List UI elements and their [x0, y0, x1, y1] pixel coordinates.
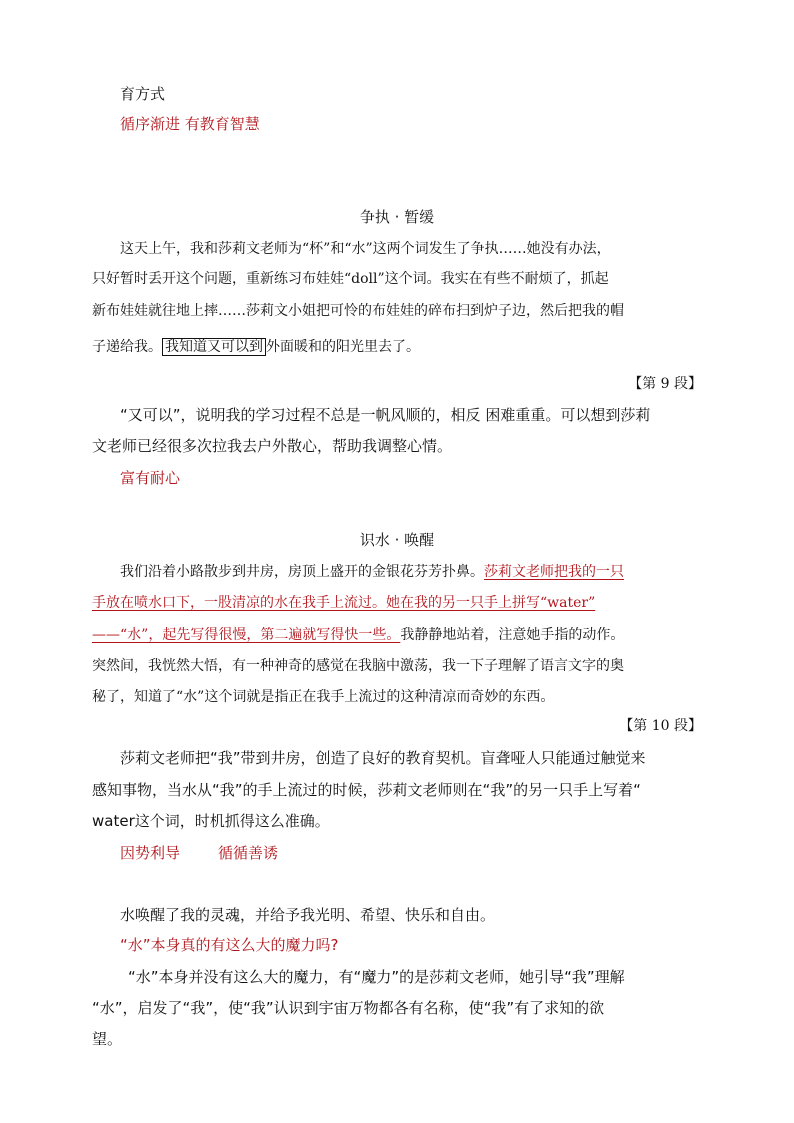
section-title-2: 识水 · 唤醒: [359, 531, 435, 549]
strategy-heading-3a: 因势利导: [120, 844, 181, 862]
paragraph-label-9: 【第 9 段】: [628, 376, 702, 392]
analysis-line: 莎莉文老师把“我”带到井房，创造了良好的教育契机。盲聋哑人只能通过触觉来: [120, 749, 646, 767]
analysis-line: water这个词，时机抓得这么准确。: [92, 812, 330, 830]
section-title-1: 争执 · 暂缓: [359, 208, 435, 226]
answer-line: “水”本身并没有这么大的魔力，有“魔力”的是莎莉文老师，她引导“我”理解: [128, 968, 625, 986]
excerpt-text: 外面暖和的阳光里去了。: [266, 339, 420, 355]
strategy-heading-1: 循序渐进 有教育智慧: [120, 115, 260, 133]
highlighted-text: 手放在喷水口下，一股清凉的水在我手上流过。她在我的另一只手上拼写“water”: [92, 595, 596, 611]
summary-line: 水唤醒了我的灵魂，并给予我光明、希望、快乐和自由。: [120, 906, 496, 924]
highlighted-text: ——“水”，起先写得很慢，第二遍就写得快一些。: [92, 627, 401, 643]
paragraph-label-10: 【第 10 段】: [619, 718, 702, 734]
excerpt-line: 突然间，我恍然大悟，有一种神奇的感觉在我脑中激荡，我一下子理解了语言文字的奥: [92, 658, 624, 674]
question-line: “水”本身真的有这么大的魔力吗?: [120, 936, 339, 954]
highlighted-text: 莎莉文老师把我的一只: [484, 564, 624, 580]
strategy-heading-2: 富有耐心: [120, 469, 181, 487]
excerpt-line: 新布娃娃就往地上摔……莎莉文小姐把可怜的布娃娃的碎布扫到炉子边，然后把我的帽: [92, 303, 624, 319]
strategy-heading-3b: 循循善诱: [218, 844, 279, 862]
answer-line: 望。: [92, 1030, 123, 1048]
analysis-line: “又可以”，说明我的学习过程不总是一帆风顺的，相反 困难重重。可以想到莎莉: [120, 406, 651, 424]
excerpt-line: 只好暂时丢开这个问题，重新练习布娃娃“doll”这个词。我实在有些不耐烦了，抓起: [92, 271, 609, 287]
excerpt-line: [92, 625, 624, 645]
excerpt-text: 我们沿着小路散步到井房，房顶上盛开的金银花芬芳扑鼻。: [120, 564, 484, 580]
excerpt-line: 秘了，知道了“水”这个词就是指正在我手上流过的这种清凉而奇妙的东西。: [92, 689, 555, 705]
text-fragment: 育方式: [120, 85, 166, 103]
excerpt-text: 子递给我。: [92, 339, 162, 355]
boxed-phrase: 我知道又可以到: [162, 338, 266, 356]
analysis-line: 文老师已经很多次拉我去户外散心，帮助我调整心情。: [92, 437, 453, 455]
excerpt-line: 这天上午，我和莎莉文老师为“杯”和“水”这两个词发生了争执……她没有办法，: [120, 241, 611, 257]
excerpt-line-last: [92, 337, 420, 357]
excerpt-line: [120, 562, 624, 582]
excerpt-text: 我静静地站着，注意她手指的动作。: [400, 627, 625, 643]
analysis-line: 感知事物，当水从“我”的手上流过的时候，莎莉文老师则在“我”的另一只手上写着“: [92, 781, 641, 799]
answer-line: “水”，启发了“我”，使“我”认识到宇宙万物都各有名称，使“我”有了求知的欲: [92, 999, 605, 1017]
